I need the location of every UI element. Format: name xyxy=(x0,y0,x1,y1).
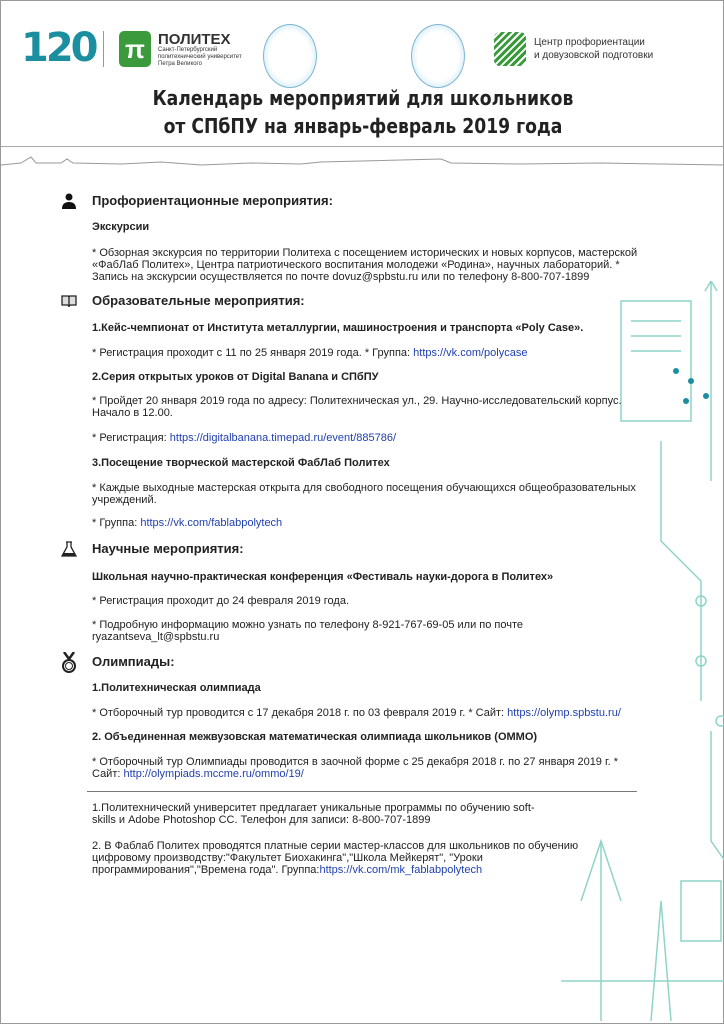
text-line: * Отборочный тур Олимпиады проводится в заочной форме с 25 декабря 2018 г. по 27 января 2019 г. * xyxy=(92,756,619,768)
text-line: skills и Adobe Photoshop CC. Телефон для записи: 8-800-707-1899 xyxy=(92,814,431,826)
subheading: Экскурсии xyxy=(92,221,150,233)
section-heading: Олимпиады: xyxy=(92,654,175,669)
person-icon xyxy=(61,193,77,209)
text-line: * Пройдет 20 января 2019 года по адресу: Политехническая ул., 29. Научно-исследовательский корпус. xyxy=(92,395,622,407)
polytech-logo-icon: π xyxy=(119,31,151,67)
text-line: цифровому производству:"Факультет Биохакинга","Школа Мейкерят", "Уроки xyxy=(92,852,483,864)
paragraph xyxy=(92,707,621,719)
text-line: Начало в 12.00. xyxy=(92,407,173,419)
header-divider xyxy=(1,146,724,147)
text-line: учреждений. xyxy=(92,494,157,506)
logo-sub-line: Петра Великого xyxy=(158,61,202,67)
olymp-link[interactable]: https://olymp.spbstu.ru/ xyxy=(507,707,621,719)
item-heading: 2. Объединенная межвузовская математическая олимпиада школьников (ОММО) xyxy=(92,731,538,743)
flask-icon xyxy=(61,541,77,557)
item-heading: 1.Политехническая олимпиада xyxy=(92,682,261,694)
paragraph xyxy=(92,619,523,643)
polytech-logo-name: ПОЛИТЕХ xyxy=(158,31,231,48)
text: * Отборочный тур проводится с 17 декабря 2018 г. по 03 февраля 2019 г. * Сайт: xyxy=(92,707,508,719)
paragraph xyxy=(92,756,618,780)
mk-fablab-link[interactable]: https://vk.com/mk_fablabpolytech xyxy=(319,864,483,876)
text: * Регистрация проходит с 11 по 25 января 2019 года. * Группа: xyxy=(92,347,414,359)
text-line: 1.Политехнический университет предлагает уникальные программы по обучению soft- xyxy=(92,802,535,814)
logo-divider xyxy=(103,31,104,67)
ommo-link[interactable]: http://olympiads.mccme.ru/ommo/19/ xyxy=(123,768,304,780)
section-heading: Образовательные мероприятия: xyxy=(92,293,305,308)
polycase-link[interactable]: https://vk.com/polycase xyxy=(413,347,528,359)
title-line: от СПбПУ на январь-февраль 2019 года xyxy=(163,114,563,138)
page-title xyxy=(52,84,675,140)
title-line: Календарь мероприятий для школьников xyxy=(152,86,574,110)
text-line: ryazantseva_lt@spbstu.ru xyxy=(92,631,220,643)
section-heading: Научные мероприятия: xyxy=(92,541,244,556)
decorative-line-art xyxy=(561,281,724,1021)
paragraph xyxy=(92,247,637,283)
paragraph xyxy=(92,517,282,529)
polytech-logo-subtitle xyxy=(158,47,242,68)
timepad-link[interactable]: https://digitalbanana.timepad.ru/event/885786/ xyxy=(169,432,397,444)
paragraph xyxy=(92,395,622,419)
anniversary-logo: 120 xyxy=(21,25,96,71)
text: Сайт: xyxy=(92,768,124,780)
text-line: Запись на экскурсии осуществляется по почте dovuz@spbstu.ru или по телефону 8-800-707-1899 xyxy=(92,271,590,283)
text-line: * Подробную информацию можно узнать по телефону 8-921-767-69-05 или по почте xyxy=(92,619,523,631)
paragraph xyxy=(92,482,636,506)
item-heading: Школьная научно-практическая конференция «Фестиваль науки-дорога в Политех» xyxy=(92,571,554,583)
medal-icon xyxy=(61,652,77,674)
logo-sub-line: политехнический университет xyxy=(158,54,242,60)
center-logo-icon xyxy=(494,32,526,66)
text-line: * Обзорная экскурсия по территории Политеха с посещением исторических и новых корпусов, мастерской xyxy=(92,247,638,259)
wave-divider xyxy=(1,151,724,171)
text: * Группа: xyxy=(92,517,141,529)
logo-sub-line: Санкт-Петербургский xyxy=(158,47,218,53)
decorative-circle xyxy=(263,24,317,88)
center-name-line: и довузовской подготовки xyxy=(534,50,654,61)
paragraph xyxy=(92,432,396,444)
center-name-line: Центр профориентации xyxy=(534,37,645,48)
note xyxy=(92,802,535,826)
note xyxy=(92,840,578,876)
item-heading: 3.Посещение творческой мастерской ФабЛаб Политех xyxy=(92,457,390,469)
notes-divider xyxy=(87,791,637,792)
text-line: 2. В Фаблаб Политех проводятся платные серии мастер-классов для школьников по обучению xyxy=(92,840,579,852)
text: * Регистрация: xyxy=(92,432,170,444)
paragraph xyxy=(92,347,527,359)
text: программирования","Времена года". Группа: xyxy=(92,864,320,876)
decorative-circle xyxy=(411,24,465,88)
center-name xyxy=(534,36,653,62)
paragraph: * Регистрация проходит до 24 февраля 2019 года. xyxy=(92,595,350,607)
item-heading: 2.Серия открытых уроков от Digital Banana и СПбПУ xyxy=(92,371,379,383)
book-icon xyxy=(61,294,77,310)
section-heading: Профориентационные мероприятия: xyxy=(92,193,333,208)
item-heading: 1.Кейс-чемпионат от Института металлургии, машиностроения и транспорта «Poly Case». xyxy=(92,322,584,334)
fablab-link[interactable]: https://vk.com/fablabpolytech xyxy=(140,517,283,529)
text-line: «ФабЛаб Политех», Центра патриотического воспитания молодежи «Родина», научных лабораторий. * xyxy=(92,259,620,271)
text-line: * Каждые выходные мастерская открыта для свободного посещения обучающихся общеобразовательных xyxy=(92,482,636,494)
